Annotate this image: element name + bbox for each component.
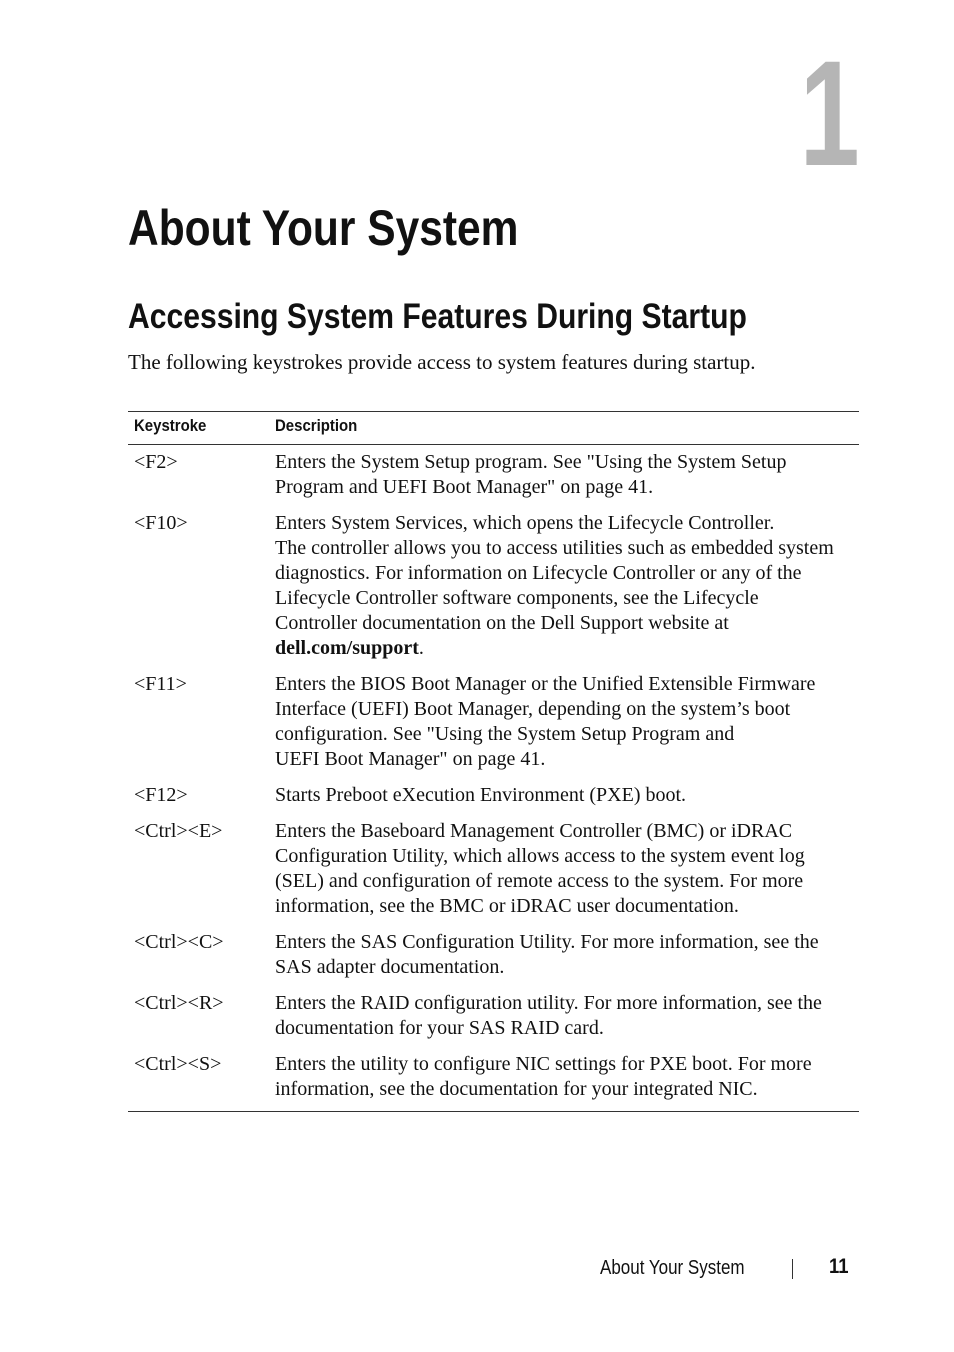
description-cell	[269, 815, 859, 926]
description-line: The controller allows you to access utilities such as embedded system	[275, 537, 834, 559]
section-heading: Accessing System Features During Startup	[128, 297, 747, 336]
table-row	[128, 779, 859, 815]
description-line: Enters the SAS Configuration Utility. For more information, see the	[275, 931, 819, 953]
description-line: diagnostics. For information on Lifecycle Controller or any of the	[275, 562, 802, 584]
keystroke-column-header-label: Keystroke	[134, 416, 207, 435]
description-line: Enters the RAID configuration utility. For more information, see the	[275, 992, 822, 1014]
description-line: Enters the BIOS Boot Manager or the Unified Extensible Firmware	[275, 673, 816, 695]
description-line: Enters the System Setup program. See "Using the System Setup	[275, 451, 787, 473]
table-row	[128, 507, 859, 668]
table-row	[128, 987, 859, 1048]
table-body	[128, 445, 859, 1112]
description-line: SAS adapter documentation.	[275, 956, 505, 978]
table-row	[128, 1048, 859, 1112]
description-column-header-label: Description	[275, 416, 358, 435]
description-line	[275, 636, 859, 661]
description-cell	[269, 1048, 859, 1112]
description-line: Configuration Utility, which allows access to the system event log	[275, 845, 805, 867]
keystroke-cell: <F12>	[134, 784, 188, 806]
description-cell	[269, 668, 859, 779]
footer-chapter-title: About Your System	[600, 1257, 745, 1279]
table-row	[128, 926, 859, 987]
page-number: 11	[829, 1255, 849, 1278]
description-cell	[269, 926, 859, 987]
support-website-link: dell.com/support	[275, 637, 419, 659]
keystroke-cell: <F2>	[134, 451, 178, 473]
description-line: Enters the utility to configure NIC settings for PXE boot. For more	[275, 1053, 812, 1075]
table-header-row	[128, 412, 859, 445]
table-row	[128, 668, 859, 779]
description-line: Interface (UEFI) Boot Manager, depending on the system’s boot	[275, 698, 791, 720]
description-cell	[269, 507, 859, 668]
description-cell	[269, 445, 859, 508]
description-line: information, see the BMC or iDRAC user documentation.	[275, 895, 739, 917]
table-row	[128, 815, 859, 926]
description-line: Controller documentation on the Dell Support website at	[275, 612, 729, 634]
chapter-title: About Your System	[128, 200, 519, 256]
table-header	[128, 412, 859, 445]
description-line: documentation for your SAS RAID card.	[275, 1017, 604, 1039]
description-cell	[269, 987, 859, 1048]
description-line: information, see the documentation for your integrated NIC.	[275, 1078, 758, 1100]
description-line: Enters System Services, which opens the Lifecycle Controller.	[275, 512, 775, 534]
keystroke-cell: <Ctrl><C>	[134, 931, 224, 953]
keystroke-column-header	[128, 412, 269, 445]
keystroke-cell: <F10>	[134, 512, 188, 534]
description-line: Starts Preboot eXecution Environment (PXE) boot.	[275, 784, 687, 806]
keystroke-cell: <Ctrl><E>	[134, 820, 223, 842]
keystroke-cell: <Ctrl><S>	[128, 1048, 269, 1112]
description-column-header	[269, 412, 859, 445]
description-line: Enters the Baseboard Management Controller (BMC) or iDRAC	[275, 820, 793, 842]
description-line: UEFI Boot Manager" on page 41.	[275, 748, 546, 770]
chapter-number: 1	[799, 29, 860, 197]
keystroke-table	[128, 411, 859, 1112]
description-line: Lifecycle Controller software components, see the Lifecycle	[275, 587, 759, 609]
description-line: Program and UEFI Boot Manager" on page 41.	[275, 476, 654, 498]
description-line: configuration. See "Using the System Setup Program and	[275, 723, 735, 745]
intro-paragraph: The following keystrokes provide access to system features during startup.	[128, 350, 756, 374]
footer-divider	[792, 1259, 793, 1279]
description-line: (SEL) and configuration of remote access to the system. For more	[275, 870, 804, 892]
table-row	[128, 445, 859, 508]
keystroke-cell: <F11>	[134, 673, 187, 695]
keystroke-cell: <Ctrl><R>	[134, 992, 224, 1014]
link-trailing-punctuation: .	[418, 637, 424, 659]
description-cell	[269, 779, 859, 815]
